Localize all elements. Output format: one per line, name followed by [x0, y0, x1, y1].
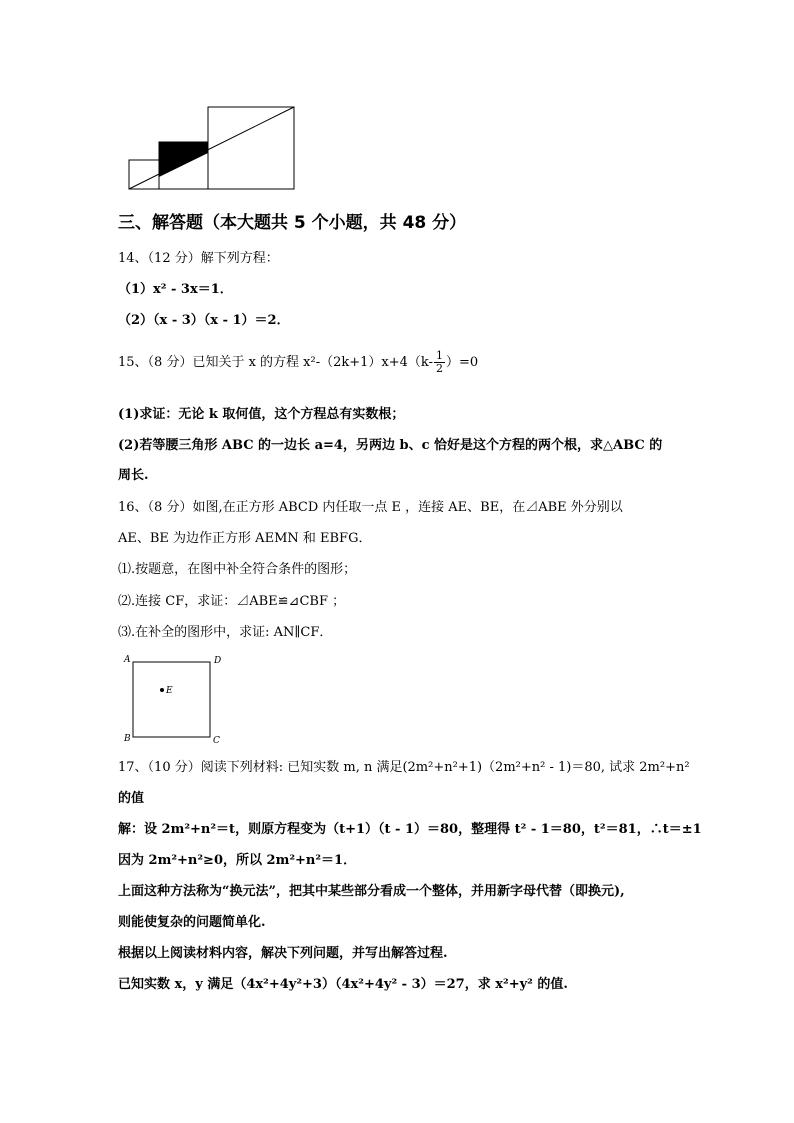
q16-part2: ⑵.连接 CF，求证：⊿ABE≌⊿CBF ；	[118, 594, 346, 609]
q14-part2: （2）（x - 3）（x - 1）＝2．	[118, 313, 290, 328]
q15-part3: 周长.	[118, 468, 149, 483]
small-square	[129, 160, 159, 189]
square-abcd	[133, 662, 210, 737]
label-e: E	[166, 686, 173, 696]
q16-part3: ⑶.在补全的图形中，求证: AN∥CF．	[118, 625, 333, 640]
q15-part1: (1)求证：无论 k 取何值，这个方程总有实数根；	[118, 407, 405, 422]
q16-title: 16、（8 分）如图,在正方形 ABCD 内任取一点 E ，连接 AE、BE，在⊿ABE 外分别以	[118, 500, 623, 515]
fraction-numerator: 1	[435, 349, 443, 362]
q17-para3: 根据以上阅读材料内容，解决下列问题，并写出解答过程.	[118, 946, 448, 961]
q17-para4: 已知实数 x，y 满足（4x²+4y²+3）（4x²+4y² - 3）＝27，求 x²+y² 的值.	[118, 977, 568, 992]
q15-title	[118, 350, 478, 375]
q15-title-a: 15、（8 分）已知关于 x 的方程 x²-（2k+1）x+4（k-	[118, 355, 433, 370]
label-a: A	[124, 655, 131, 665]
fraction-half	[434, 350, 445, 375]
q17-title: 17、（10 分）阅读下列材料: 已知实数 m, n 满足(2m²+n²+1)（2m²+n² - 1)＝80, 试求 2m²+n²	[118, 760, 690, 775]
point-e	[160, 688, 164, 692]
q17-para2: 则能使复杂的问题简单化.	[118, 915, 266, 930]
shaded-region	[159, 142, 208, 177]
q17-para1: 上面这种方法称为“换元法”，把其中某些部分看成一个整体，并用新字母代替（即换元),	[118, 884, 625, 899]
q16-part1: ⑴.按题意，在图中补全符合条件的图形；	[118, 562, 357, 577]
square-abcd-figure	[118, 652, 228, 744]
label-b: B	[124, 734, 131, 744]
q16-line2: AE、BE 为边作正方形 AEMN 和 EBFG．	[118, 531, 372, 546]
q15-part2: (2)若等腰三角形 ABC 的一边长 a=4，另两边 b、c 恰好是这个方程的两个根，求△ABC 的	[118, 438, 663, 453]
fraction-denominator: 2	[435, 362, 443, 375]
q14-part1: （1）x² - 3x＝1．	[118, 282, 233, 297]
q14-title: 14、（12 分）解下列方程：	[118, 251, 279, 266]
large-square	[208, 107, 294, 189]
diagonal-line	[129, 107, 294, 189]
q17-solution-line1: 解：设 2m²+n²＝t，则原方程变为（t+1）（t - 1）＝80，整理得 t² - 1＝80，t²＝81，∴t＝±1	[118, 822, 702, 837]
squares-figure	[120, 100, 305, 195]
section-heading: 三、解答题（本大题共 5 个小题，共 48 分）	[118, 213, 467, 233]
label-c: C	[213, 736, 220, 744]
q15-title-b: ）=0	[445, 355, 479, 370]
label-d: D	[214, 656, 222, 666]
q17-title2: 的值	[118, 791, 145, 806]
q17-solution-line2: 因为 2m²+n²≥0，所以 2m²+n²＝1．	[118, 853, 357, 868]
